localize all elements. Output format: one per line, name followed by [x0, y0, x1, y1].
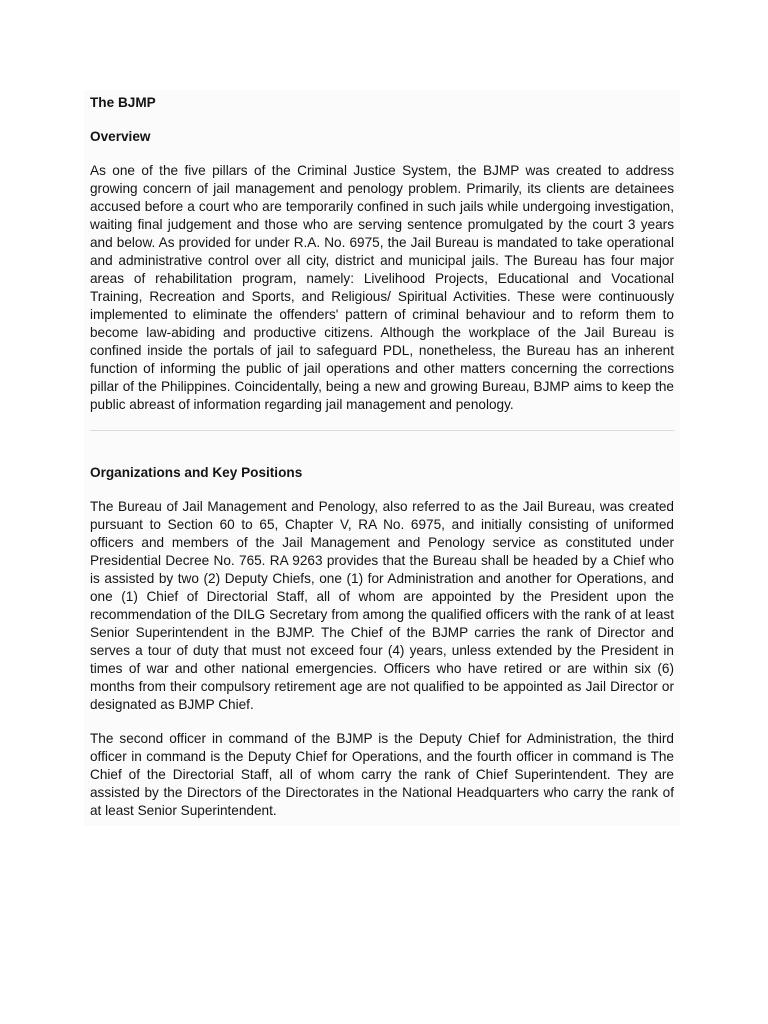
section-divider [90, 430, 674, 431]
organizations-paragraph-1: The Bureau of Jail Management and Penology, also referred to as the Jail Bureau, was created pursuant to Section 60 to 65, Chapter V, RA No. 6975, and initially consisting of uniformed officers and members of the Jail Management and Penology service as constituted under Presidential Decree No. 765. RA 9263 provides that the Bureau shall be headed by a Chief who is assisted by two (2) Deputy Chiefs, one (1) for Administration and another for Operations, and one (1) Chief of Directorial Staff, all of whom are appointed by the President upon the recommendation of the DILG Secretary from among the qualified officers with the rank of at least Senior Superintendent in the BJMP. The Chief of the BJMP carries the rank of Director and serves a tour of duty that must not exceed four (4) years, unless extended by the President in times of war and other national emergencies. Officers who have retired or are within six (6) months from their compulsory retirement age are not qualified to be appointed as Jail Director or designated as BJMP Chief. [90, 499, 674, 712]
organizations-paragraph-2: The second officer in command of the BJMP is the Deputy Chief for Administration, the third officer in command is the Deputy Chief for Operations, and the fourth officer in command is The Chief of the Directorial Staff, all of whom carry the rank of Chief Superintendent. They are assisted by the Directors of the Directorates in the National Headquarters who carry the rank of at least Senior Superintendent. [90, 731, 674, 818]
document-body [84, 90, 680, 826]
section-heading-organizations: Organizations and Key Positions [90, 465, 303, 480]
overview-paragraph: As one of the five pillars of the Criminal Justice System, the BJMP was created to address growing concern of jail management and penology problem. Primarily, its clients are detainees accused before a court who are temporarily confined in such jails while undergoing investigation, waiting final judgement and those who are serving sentence promulgated by the court 3 years and below. As provided for under R.A. No. 6975, the Jail Bureau is mandated to take operational and administrative control over all city, district and municipal jails. The Bureau has four major areas of rehabilitation program, namely: Livelihood Projects, Educational and Vocational Training, Recreation and Sports, and Religious/ Spiritual Activities. These were continuously implemented to eliminate the offenders' pattern of criminal behaviour and to reform them to become law-abiding and productive citizens. Although the workplace of the Jail Bureau is confined inside the portals of jail to safeguard PDL, nonetheless, the Bureau has an inherent function of informing the public of jail operations and other matters concerning the corrections pillar of the Philippines. Coincidentally, being a new and growing Bureau, BJMP aims to keep the public abreast of information regarding jail management and penology. [90, 163, 674, 412]
section-heading-overview: Overview [90, 129, 151, 144]
document-title: The BJMP [90, 95, 156, 110]
